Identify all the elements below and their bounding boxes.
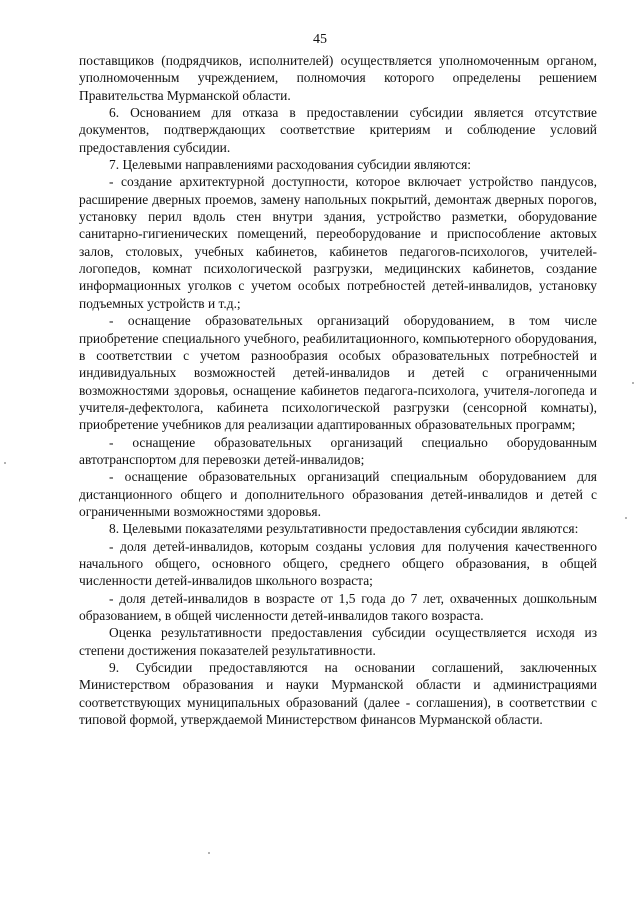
paragraph-item-6: 6. Основанием для отказа в предоставлении субсидии является отсутствие документов, подтверждающих соответствие критериям и соблюдение условий предоставления субсидии. (79, 105, 597, 155)
paragraph-item-9: 9. Субсидии предоставляются на основании соглашений, заключенных Министерством образования и науки Мурманской области и администрациями соответствующих муниципальных образований (далее - соглашения), в соответствии с типовой формой, утверждаемой Министерством финансов Мурманской области. (79, 660, 597, 728)
paragraph-evaluation: Оценка результативности предоставления субсидии осуществляется исходя из степени достижения показателей результативности. (79, 625, 597, 658)
page-number: 45 (313, 32, 327, 47)
paragraph-continuation: поставщиков (подрядчиков, исполнителей) осуществляется уполномоченным органом, уполномоченным учреждением, полномочия которого определены решением Правительства Мурманской области. (79, 53, 597, 103)
scan-speck (208, 852, 210, 854)
scan-speck (632, 382, 634, 384)
paragraph-equipment: - оснащение образовательных организаций оборудованием, в том числе приобретение специального учебного, реабилитационного, компьютерного оборудования, в соответствии с учетом разнообразия особых образовательных потребностей и индивидуальных возможностей детей-инвалидов и детей с ограниченными возможностями здоровья, оснащение кабинетов педагога-психолога, учителя-логопеда и учителя-дефектолога, кабинета психологической разгрузки (сенсорной комнаты), приобретение учебников для реализации адаптированных образовательных программ; (79, 313, 597, 433)
paragraph-indicator-preschool: - доля детей-инвалидов в возрасте от 1,5 года до 7 лет, охваченных дошкольным образованием, в общей численности детей-инвалидов такого возраста. (79, 590, 597, 623)
paragraph-transport: - оснащение образовательных организаций специально оборудованным автотранспортом для перевозки детей-инвалидов; (79, 434, 597, 467)
scan-speck (4, 462, 6, 464)
paragraph-indicator-school-age: - доля детей-инвалидов, которым созданы условия для получения качественного начального общего, основного общего, среднего общего образования, в общей численности детей-инвалидов школьного возраста; (79, 538, 597, 589)
paragraph-architectural-accessibility: - создание архитектурной доступности, которое включает устройство пандусов, расширение дверных проемов, замену напольных покрытий, демонтаж дверных порогов, установку перил вдоль стен внутри здания, устройство разметки, оборудование санитарно-гигиенических помещений, переоборудование и приспособление актовых залов, столовых, учебных кабинетов, кабинетов педагогов-психологов, учителей-логопедов, комнат психологической разгрузки, медицинских кабинетов, создание информационных уголков с учетом особых потребностей детей-инвалидов, установку подъемных устройств и т.д.; (79, 174, 597, 311)
scan-speck (625, 517, 627, 519)
paragraph-distance-education: - оснащение образовательных организаций специальным оборудованием для дистанционного общего и дополнительного образования детей-инвалидов и детей с ограниченными возможностями здоровья. (79, 469, 597, 519)
paragraph-item-8: 8. Целевыми показателями результативности предоставления субсидии являются: (109, 521, 579, 537)
page-body (79, 52, 597, 728)
paragraph-item-7: 7. Целевыми направлениями расходования субсидии являются: (109, 157, 472, 173)
